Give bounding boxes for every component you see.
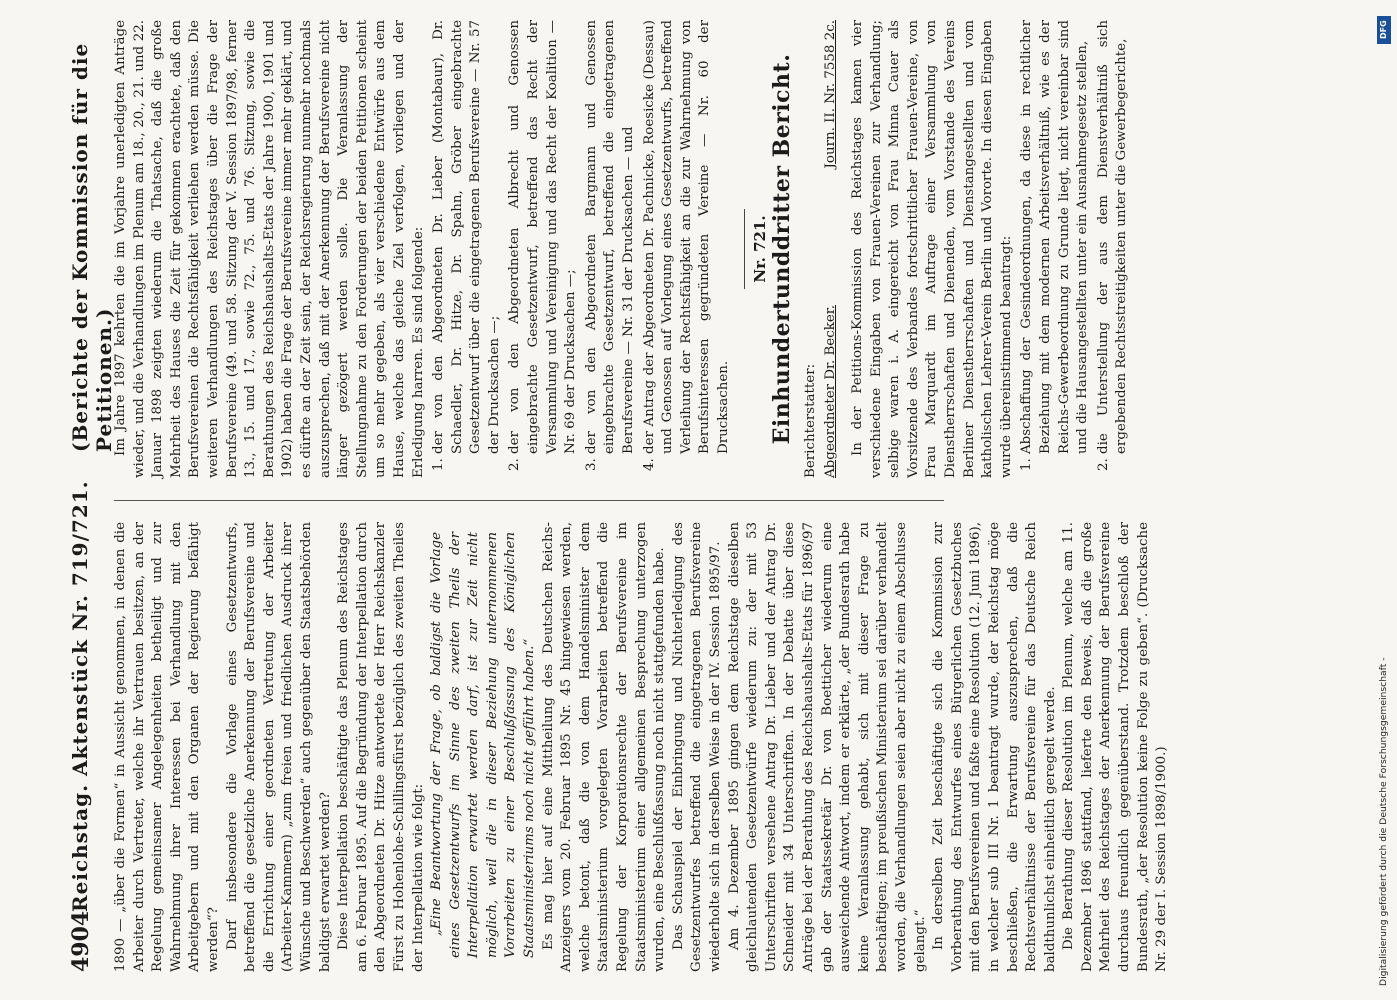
- list-item: 2. der von den Abgeordneten Albrecht und Genossen eingebrachte Gesetzentwurf, betreffend das Recht der Versammlung und Vereinigung und das Recht der Koalition — Nr. 69 der Drucksachen —;: [506, 20, 580, 454]
- page-number: 4904: [68, 910, 94, 972]
- paragraph: 1890 — „über die Formen“ in Aussicht genommen, in denen die Arbeiter durch Vertreter, welche ihr Vertrauen besitzen, an der Regelung gemeinsamer Angelegenheiten betheiligt und zur Wahrnehmung ihrer Interessen bei Verhandlung mit den Arbeitgebern und mit den Organen der Regierung befähigt werden“?: [113, 522, 221, 972]
- reporter-name: Abgeordneter Dr. Becker.: [823, 305, 839, 478]
- journal-number: Journ. II. Nr. 7558 2c.: [823, 20, 839, 169]
- column-divider: [114, 500, 944, 501]
- dfg-logo: DFG: [1377, 16, 1391, 44]
- numbered-list: [430, 20, 734, 478]
- paragraph: Im Jahre 1897 kehrten die im Vorjahre unerledigten Anträge wieder, und die Verhandlungen im Plenum am 18., 20., 21. und 22. Januar 1898 zeigten wiederum die Thatsache, daß die große Mehrheit des Hauses die Zeit für gekommen erachtete, daß den Berufsvereinen die Rechtsfähigkeit verliehen werden müsse. Die weiteren Verhandlungen des Reichstages über die Frage der Berufsvereine (49. und 58. Sitzung der V. Session 1897/98, ferner 13., 15. und 17., sowie 72., 75. und 76. Sitzung, sowie die Berathungen des Reichshaushalts-Etats der Jahre 1900, 1901 und 1902) haben die Frage der Berufsvereine immer mehr geklärt, und es dürfte an der Zeit sein, der Reichsregierung nunmehr nochmals auszusprechen, daß mit der Anerkennung der Berufsvereine nicht länger gezögert werden solle. Die Veranlassung der Stellungnahme zu den Forderungen der beiden Petitionen scheint um so mehr gegeben, als vier verschiedene Entwürfe aus dem Hause, welche das gleiche Ziel verfolgen, vorliegen und der Erledigung harren. Es sind folgende:: [113, 20, 426, 478]
- report-number: Nr. 721.: [750, 215, 769, 283]
- reporter-label: Berichterstatter:: [802, 363, 818, 478]
- paragraph: Am 4. Dezember 1895 gingen dem Reichstage dieselben gleichlautenden Gesetzentwürfe wiederum zu: der mit 53 Unterschriften versehene Antrag Dr. Lieber und der Antrag Dr. Schneider mit 34 Unterschriften. In der Debatte über diese Anträge bei der Berathung des Reichshaushalts-Etats für 1896/97 gab der Staatssekretär Dr. von Boetticher wiederum eine ausweichende Antwort, indem er erklärte, „der Bundesrath habe keine Veranlassung gehabt, sich mit dieser Frage zu beschäftigen; im preußischen Ministerium sei darüber verhandelt worden, die Verhandlungen seien aber nicht zu einem Abschlusse gelangt.“: [726, 522, 928, 972]
- report-title: Einhundertunddritter Bericht.: [769, 53, 796, 445]
- paragraph: Diese Interpellation beschäftigte das Plenum des Reichstages am 6. Februar 1895. Auf die Begründung der Interpellation durch den Abgeordneten Dr. Hitze antwortete der Herr Reichskanzler Fürst zu Hohenlohe-Schillingsfürst bezüglich des zweiten Theiles der Interpellation wie folgt:: [336, 522, 426, 972]
- section-separator: [744, 209, 745, 289]
- digitization-note: Digitalisierung gefördert durch die Deutsche Forschungsgemeinschaft -: [1378, 657, 1389, 986]
- reporter-line: [822, 20, 841, 478]
- digitization-sidebar: [1377, 16, 1391, 986]
- left-column: [112, 522, 1170, 972]
- list-item: 1. der von den Abgeordneten Dr. Lieber (Montabaur), Dr. Schaedler, Dr. Hitze, Dr. Spahn, Gröber eingebrachte Gesetzentwurf über die eingetragenen Berufsvereine — Nr. 57 der Drucksachen —;: [430, 20, 504, 454]
- header-right-title: (Berichte der Kommission für die Petitionen.): [68, 42, 116, 452]
- paragraph: Das Schauspiel der Einbringung und Nichterledigung des Gesetzentwurfes betreffend die eingetragenen Berufsvereine wiederholte sich in derselben Weise in der IV. Session 1895/97.: [670, 522, 723, 972]
- header-left-title: Reichstag. Aktenstück Nr. 719/721.: [68, 480, 92, 912]
- block-quote: „Eine Beantwortung der Frage, ob baldigst die Vorlage eines Gesetzentwurfs im Sinne des zweiten Theils der Interpellation erwartet werden darf, ist zur Zeit nicht möglich, weil die in dieser Beziehung unternommenen Vorarbeiten zu einer Beschlußfassung des Königlichen Staatsministeriums noch nicht geführt haben.“: [429, 532, 538, 958]
- paragraph: Die Berathung dieser Resolution im Plenum, welche am 11. Dezember 1896 stattfand, lieferte den Beweis, daß die große Mehrheit des Reichstages der Anerkennung der Berufsvereine durchaus freundlich gegenüberstand. Trotzdem beschloß der Bundesrath, „der Resolution keine Folge zu geben“. (Drucksache Nr. 29 der I. Session 1898/1900.): [1061, 522, 1170, 972]
- paragraph: In derselben Zeit beschäftigte sich die Kommission zur Vorberathung des Entwurfes eines Bürgerlichen Gesetzbuches mit den Berufsvereinen und faßte eine Resolution (12. Juni 1896), in welcher sub III Nr. 1 beantragt wurde, der Reichstag möge beschließen, die Erwartung auszusprechen, daß die Rechtsverhältnisse der Berufsvereine für das Deutsche Reich baldthunlichst einheitlich geregelt werde.: [931, 522, 1058, 972]
- right-column: [112, 20, 1130, 478]
- paragraph: In der Petitions-Kommission des Reichstages kamen vier verschiedene Eingaben von Frauen-Vereinen zur Verhandlung; selbige waren i. A. eingereicht von Frau Minna Cauer als Vorsitzende des Verbandes fortschrittlicher Frauen-Vereine, von Frau Marquardt im Auftrage einer Versammlung von Dienstherrschaften und Dienenden, vom Vorstande des Vereins Berliner Dienstherrschaften und Dienstangestellten und vom katholischen Lehrer-Verein Berlin und Vororte. In diesen Eingaben wurde übereinstimmend beantragt:: [849, 20, 1014, 478]
- list-item: 3. der von den Abgeordneten Bargmann und Genossen eingebrachte Gesetzentwurf, betreffend die eingetragenen Berufsvereine — Nr. 31 der Drucksachen — und: [583, 20, 639, 454]
- list-item: 4. der Antrag der Abgeordneten Dr. Pachnicke, Roesicke (Dessau) und Genossen auf Vorlegung eines Gesetzentwurfs, betreffend Verleihung der Rechtsfähigkeit an die zur Wahrnehmung von Berufsinteressen gegründeten Vereine — Nr. 60 der Drucksachen.: [641, 20, 734, 454]
- list-item: 2. die Unterstellung der aus dem Dienstverhältniß sich ergebenden Rechtsstreitigkeiten unter die Gewerbegerichte,: [1095, 20, 1132, 454]
- paragraph: Es mag hier auf eine Mittheilung des Deutschen Reichs-Anzeigers vom 20. Februar 1895 Nr. 45 hingewiesen werden, welche betont, daß die von dem Handelsminister dem Staatsministerium vorgelegten Vorarbeiten betreffend die Regelung der Korporationsrechte der Berufsvereine im Staatsministerium einer allgemeinen Besprechung unterzogen wurden, eine Beschlußfassung noch nicht stattgefunden habe.: [540, 522, 668, 972]
- paragraph: Darf insbesondere die Vorlage eines Gesetzentwurfs, betreffend die gesetzliche Anerkennung der Berufsvereine und die Errichtung einer geordneten Vertretung der Arbeiter (Arbeiter-Kammern) „zum freien und friedlichen Ausdruck ihrer Wünsche und Beschwerden“ auch gegenüber den Staatsbehörden baldigst erwartet werden?: [224, 522, 333, 972]
- page-header: [62, 32, 116, 972]
- numbered-list: [1018, 20, 1132, 478]
- list-item: 1. Abschaffung der Gesindeordnungen, da diese in rechtlicher Beziehung mit dem modernen Arbeitsverhältniß, wie es der Reichs-Gewerbeordnung zu Grunde liegt, nicht vereinbar sind und die Hausangestellten unter ein Ausnahmegesetz stellen,: [1018, 20, 1092, 454]
